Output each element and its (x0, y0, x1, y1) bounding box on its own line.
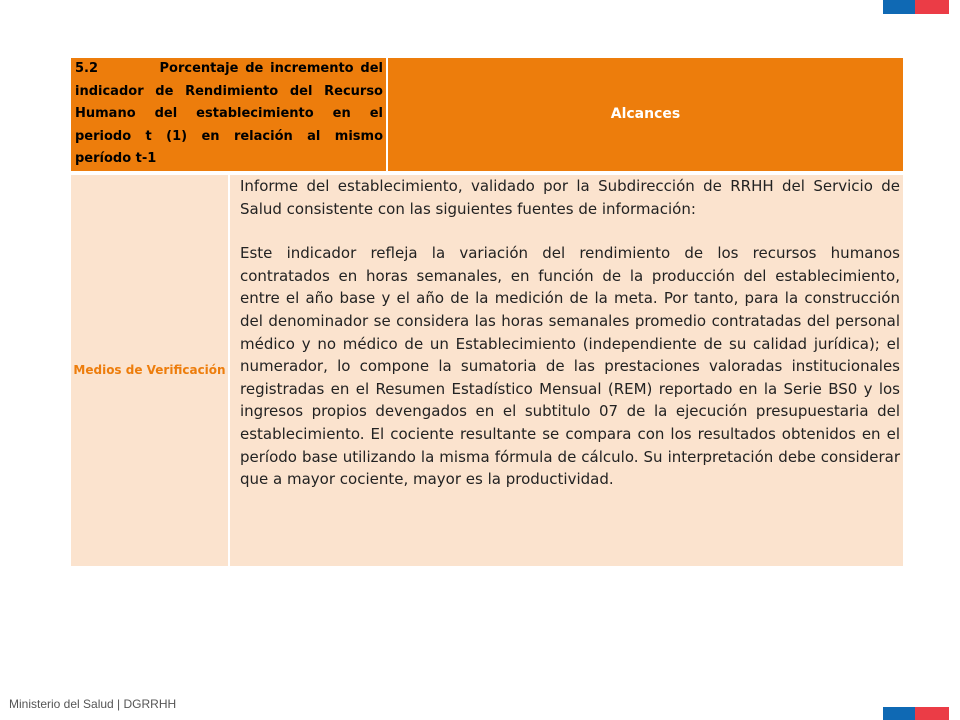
paragraph-sources: Informe del establecimiento, validado por la Subdirección de RRHH del Servicio de Salud consistente con las siguientes fuentes de información: (240, 176, 900, 218)
row-content (229, 175, 903, 566)
flag-stripe-bottom (883, 707, 949, 720)
row-label: Medios de Verificación (71, 175, 229, 566)
paragraph-description: Este indicador refleja la variación del rendimiento de los recursos humanos contratados en horas semanales, en función de la producción del establecimiento, entre el año base y el año de la medición de la meta. Por tanto, para la construcción del denominador se considera las horas semanales promedio contratadas del personal médico y no médico de un Establecimiento (independiente de su calidad jurídica); el numerador, lo compone la sumatoria de las prestaciones valoradas institucionales registradas en el Resumen Estadístico Mensual (REM) reportado en la Serie BS0 y los ingresos propios devengados en el subtitulo 07 de la ejecución presupuestaria del establecimiento. El cociente resultante se compara con los resultados obtenidos en el período base utilizando la misma fórmula de cálculo. Su interpretación debe considerar que a mayor cociente, mayor es la productividad. (240, 244, 900, 489)
flag-blue-block (883, 0, 915, 14)
flag-red-block (915, 707, 949, 720)
indicator-title: 5.2 Porcentaje de incremento del indicador de Rendimiento del Recurso Humano del establecimiento en el periodo t (1) en relación al mismo período t-1 (71, 58, 387, 171)
scope-header: Alcances (387, 58, 903, 171)
flag-red-block (915, 0, 949, 14)
flag-blue-block (883, 707, 915, 720)
indicator-table (71, 58, 903, 566)
table-body-row (71, 175, 903, 566)
footer-text: Ministerio del Salud | DGRRHH (9, 697, 177, 711)
table-header-row (71, 58, 903, 171)
flag-stripe-top (883, 0, 949, 14)
